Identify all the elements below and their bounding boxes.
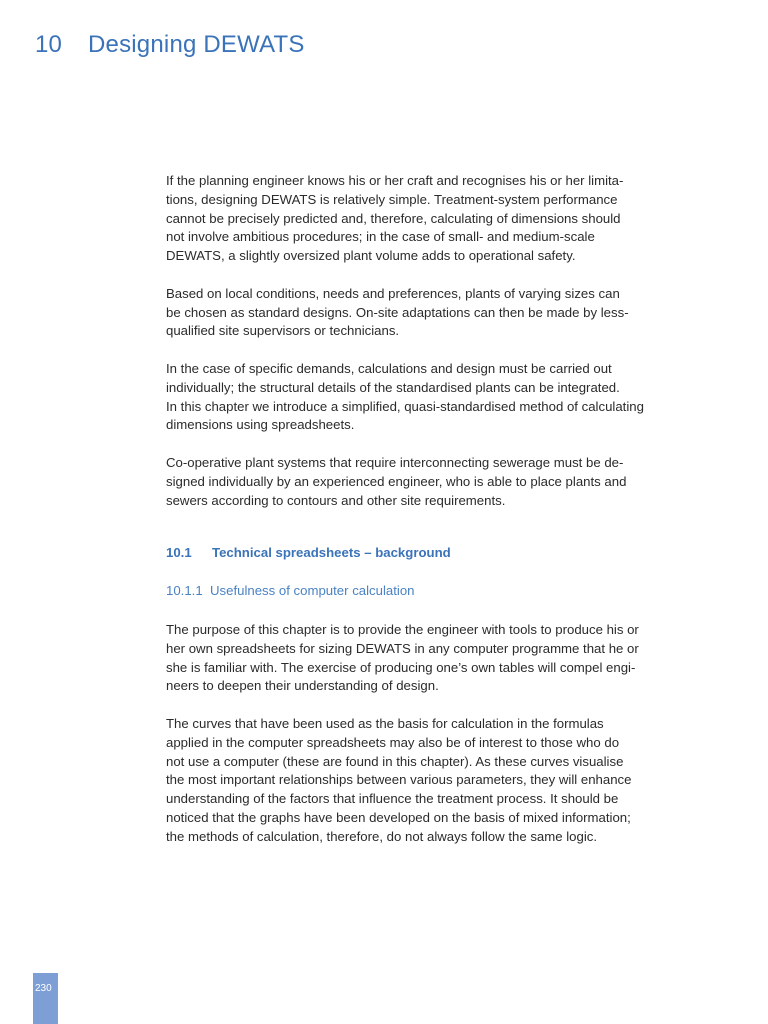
text-line: dimensions using spreadsheets. (166, 417, 355, 433)
text-line: not involve ambitious procedures; in the case of small- and medium-scale (166, 229, 595, 245)
text-line: In the case of specific demands, calculations and design must be carried out (166, 360, 612, 376)
text-line: the most important relationships between various parameters, they will enhance (166, 772, 632, 788)
subsection-number: 10.1.1 (166, 583, 203, 598)
section-heading (166, 545, 451, 560)
paragraph (166, 360, 686, 435)
text-line: The curves that have been used as the basis for calculation in the formulas (166, 715, 604, 731)
text-line: applied in the computer spreadsheets may also be of interest to those who do (166, 734, 620, 750)
text-line: understanding of the factors that influence the treatment process. It should be (166, 791, 619, 807)
section-title: Technical spreadsheets – background (212, 545, 451, 560)
text-line: tions, designing DEWATS is relatively simple. Treatment-system performance (166, 191, 618, 207)
text-line: she is familiar with. The exercise of producing one’s own tables will compel engi- (166, 659, 636, 675)
text-line: Co-operative plant systems that require interconnecting sewerage must be de- (166, 454, 624, 470)
text-line: If the planning engineer knows his or her craft and recognises his or her limita- (166, 173, 624, 188)
text-line: the methods of calculation, therefore, do not always follow the same logic. (166, 828, 598, 844)
chapter-number: 10 (35, 31, 63, 58)
paragraph (166, 715, 686, 847)
text-line: be chosen as standard designs. On-site adaptations can then be made by less- (166, 304, 629, 320)
text-line: not use a computer (these are found in this chapter). As these curves visualise (166, 753, 624, 769)
paragraph (166, 172, 686, 266)
text-line: Based on local conditions, needs and preferences, plants of varying sizes can (166, 285, 620, 301)
text-line: The purpose of this chapter is to provide the engineer with tools to produce his or (166, 622, 639, 637)
subsection-heading (166, 583, 415, 598)
subsection-title: Usefulness of computer calculation (210, 583, 415, 598)
paragraph (166, 285, 686, 341)
text-line: sewers according to contours and other site requirements. (166, 492, 506, 508)
page-number: 230 (35, 983, 52, 994)
text-line: qualified site supervisors or technicians. (166, 323, 400, 339)
section-number: 10.1 (166, 545, 192, 560)
text-line: individually; the structural details of the standardised plants can be integrated. (166, 379, 620, 395)
text-line: signed individually by an experienced engineer, who is able to place plants and (166, 473, 627, 489)
paragraph (166, 454, 686, 510)
text-line: cannot be precisely predicted and, therefore, calculating of dimensions should (166, 210, 621, 226)
chapter-header (35, 31, 305, 59)
text-line: DEWATS, a slightly oversized plant volume adds to operational safety. (166, 248, 576, 264)
text-line: neers to deepen their understanding of design. (166, 678, 439, 694)
chapter-title: Designing DEWATS (88, 31, 305, 58)
text-line: In this chapter we introduce a simplified, quasi-standardised method of calculating (166, 398, 644, 414)
paragraph (166, 621, 686, 696)
body-text (166, 621, 686, 865)
page-number-tab (33, 973, 58, 1024)
intro-text (166, 172, 686, 529)
text-line: her own spreadsheets for sizing DEWATS in any computer programme that he or (166, 640, 639, 656)
text-line: noticed that the graphs have been developed on the basis of mixed information; (166, 809, 631, 825)
